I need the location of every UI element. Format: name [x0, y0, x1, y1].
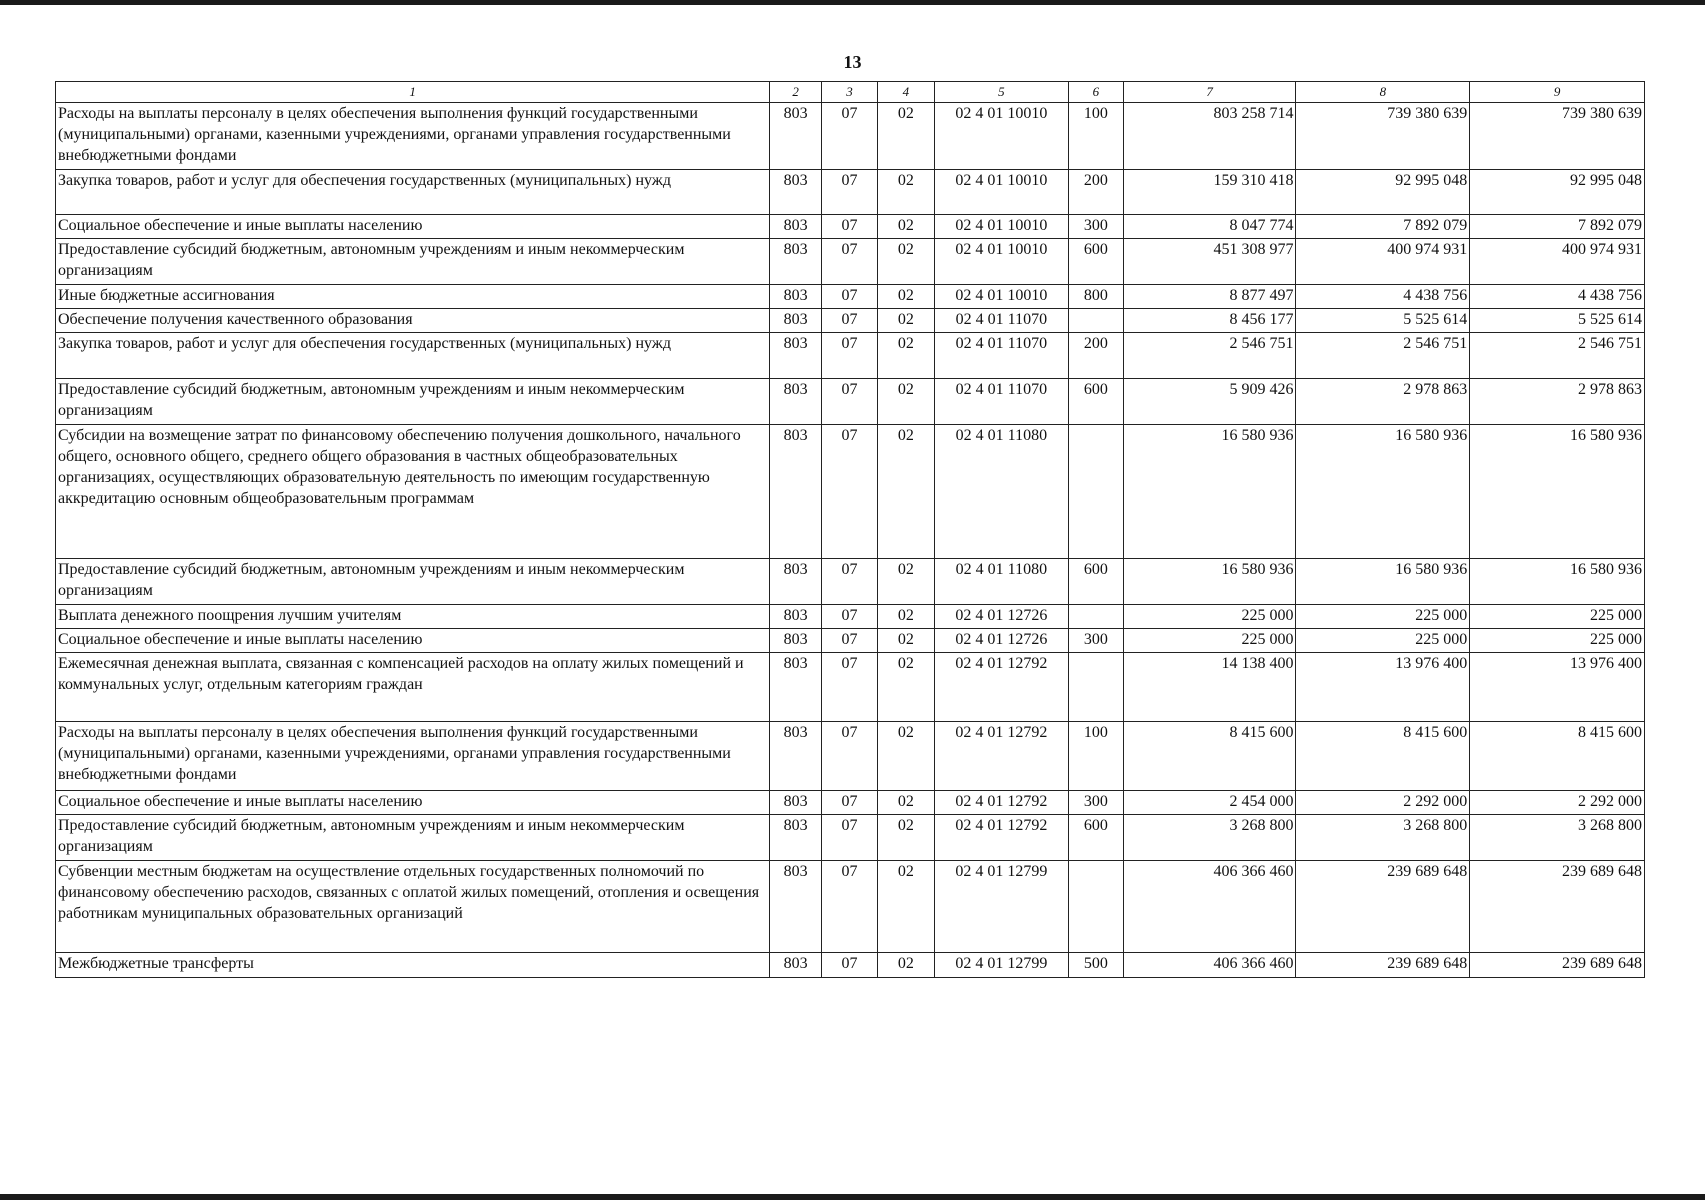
- row-amount-col7: 451 308 977: [1123, 239, 1296, 285]
- row-amount-col9: 400 974 931: [1470, 239, 1645, 285]
- row-amount-col7: 8 047 774: [1123, 215, 1296, 239]
- row-amount-col7: 5 909 426: [1123, 379, 1296, 425]
- row-subsection-code: 02: [877, 559, 934, 605]
- table-row: [56, 239, 1645, 285]
- row-expense-type: 800: [1068, 285, 1123, 309]
- row-ved-code: 803: [770, 425, 822, 559]
- row-section-code: 07: [822, 861, 878, 953]
- column-header: 7: [1123, 82, 1296, 103]
- row-name: Субвенции местным бюджетам на осуществление отдельных государственных полномочий по финансовому обеспечению расходов, связанных с оплатой жилых помещений, отопления и освещения работникам муниципальных образовательных организаций: [56, 861, 770, 953]
- row-target-article: 02 4 01 12792: [934, 722, 1068, 791]
- row-section-code: 07: [822, 605, 878, 629]
- table-row: [56, 722, 1645, 791]
- row-target-article: 02 4 01 12792: [934, 791, 1068, 815]
- row-amount-col9: 16 580 936: [1470, 559, 1645, 605]
- row-target-article: 02 4 01 12726: [934, 629, 1068, 653]
- row-amount-col8: 2 292 000: [1296, 791, 1470, 815]
- table-row: [56, 103, 1645, 170]
- column-header: 6: [1068, 82, 1123, 103]
- row-target-article: 02 4 01 10010: [934, 215, 1068, 239]
- row-expense-type: [1068, 605, 1123, 629]
- table-row: [56, 309, 1645, 333]
- row-ved-code: 803: [770, 333, 822, 379]
- row-ved-code: 803: [770, 285, 822, 309]
- row-subsection-code: 02: [877, 425, 934, 559]
- row-expense-type: [1068, 309, 1123, 333]
- row-ved-code: 803: [770, 953, 822, 978]
- row-section-code: 07: [822, 333, 878, 379]
- row-amount-col9: 225 000: [1470, 629, 1645, 653]
- row-amount-col9: 739 380 639: [1470, 103, 1645, 170]
- row-name: Иные бюджетные ассигнования: [56, 285, 770, 309]
- row-amount-col8: 739 380 639: [1296, 103, 1470, 170]
- row-expense-type: [1068, 425, 1123, 559]
- row-amount-col7: 2 454 000: [1123, 791, 1296, 815]
- column-header: 1: [56, 82, 770, 103]
- row-name: Ежемесячная денежная выплата, связанная с компенсацией расходов на оплату жилых помещений и коммунальных услуг, отдельным категориям граждан: [56, 653, 770, 722]
- row-target-article: 02 4 01 12799: [934, 861, 1068, 953]
- row-amount-col7: 14 138 400: [1123, 653, 1296, 722]
- row-subsection-code: 02: [877, 953, 934, 978]
- row-section-code: 07: [822, 653, 878, 722]
- row-amount-col9: 92 995 048: [1470, 170, 1645, 215]
- row-name: Социальное обеспечение и иные выплаты населению: [56, 629, 770, 653]
- row-target-article: 02 4 01 10010: [934, 285, 1068, 309]
- row-subsection-code: 02: [877, 629, 934, 653]
- row-expense-type: 300: [1068, 629, 1123, 653]
- row-expense-type: [1068, 861, 1123, 953]
- row-amount-col9: 2 978 863: [1470, 379, 1645, 425]
- row-target-article: 02 4 01 10010: [934, 170, 1068, 215]
- row-section-code: 07: [822, 629, 878, 653]
- row-target-article: 02 4 01 11070: [934, 333, 1068, 379]
- row-target-article: 02 4 01 11070: [934, 309, 1068, 333]
- row-amount-col9: 239 689 648: [1470, 861, 1645, 953]
- table-row: [56, 333, 1645, 379]
- row-expense-type: 200: [1068, 333, 1123, 379]
- row-name: Расходы на выплаты персоналу в целях обеспечения выполнения функций государственными (муниципальными) органами, казенными учреждениями, органами управления государственными внебюджетными фондами: [56, 722, 770, 791]
- row-target-article: 02 4 01 10010: [934, 103, 1068, 170]
- row-ved-code: 803: [770, 239, 822, 285]
- row-expense-type: 600: [1068, 559, 1123, 605]
- column-header: 8: [1296, 82, 1470, 103]
- row-expense-type: 300: [1068, 215, 1123, 239]
- row-amount-col9: 239 689 648: [1470, 953, 1645, 978]
- row-amount-col8: 5 525 614: [1296, 309, 1470, 333]
- row-section-code: 07: [822, 215, 878, 239]
- row-subsection-code: 02: [877, 333, 934, 379]
- row-name: Выплата денежного поощрения лучшим учителям: [56, 605, 770, 629]
- row-subsection-code: 02: [877, 103, 934, 170]
- row-amount-col9: 225 000: [1470, 605, 1645, 629]
- row-section-code: 07: [822, 815, 878, 861]
- row-subsection-code: 02: [877, 791, 934, 815]
- row-expense-type: 600: [1068, 815, 1123, 861]
- row-amount-col7: 8 415 600: [1123, 722, 1296, 791]
- column-header: 4: [877, 82, 934, 103]
- row-target-article: 02 4 01 10010: [934, 239, 1068, 285]
- row-target-article: 02 4 01 11080: [934, 559, 1068, 605]
- row-subsection-code: 02: [877, 170, 934, 215]
- row-subsection-code: 02: [877, 722, 934, 791]
- page-number: 13: [843, 52, 862, 72]
- row-ved-code: 803: [770, 791, 822, 815]
- row-expense-type: 300: [1068, 791, 1123, 815]
- row-subsection-code: 02: [877, 215, 934, 239]
- row-amount-col7: 16 580 936: [1123, 425, 1296, 559]
- row-target-article: 02 4 01 12799: [934, 953, 1068, 978]
- table-row: [56, 791, 1645, 815]
- table-row: [56, 605, 1645, 629]
- column-header: 9: [1470, 82, 1645, 103]
- row-section-code: 07: [822, 285, 878, 309]
- row-subsection-code: 02: [877, 653, 934, 722]
- row-ved-code: 803: [770, 559, 822, 605]
- row-section-code: 07: [822, 791, 878, 815]
- row-ved-code: 803: [770, 629, 822, 653]
- row-amount-col8: 8 415 600: [1296, 722, 1470, 791]
- row-section-code: 07: [822, 559, 878, 605]
- table-row: [56, 861, 1645, 953]
- row-amount-col8: 400 974 931: [1296, 239, 1470, 285]
- row-amount-col7: 159 310 418: [1123, 170, 1296, 215]
- row-section-code: 07: [822, 722, 878, 791]
- row-amount-col8: 2 978 863: [1296, 379, 1470, 425]
- row-amount-col7: 406 366 460: [1123, 861, 1296, 953]
- row-amount-col9: 7 892 079: [1470, 215, 1645, 239]
- row-expense-type: 100: [1068, 103, 1123, 170]
- row-name: Предоставление субсидий бюджетным, автономным учреждениям и иным некоммерческим организациям: [56, 239, 770, 285]
- table-row: [56, 215, 1645, 239]
- column-number-row: [56, 82, 1645, 103]
- row-amount-col8: 2 546 751: [1296, 333, 1470, 379]
- row-subsection-code: 02: [877, 285, 934, 309]
- row-subsection-code: 02: [877, 861, 934, 953]
- row-amount-col8: 3 268 800: [1296, 815, 1470, 861]
- row-amount-col7: 8 877 497: [1123, 285, 1296, 309]
- column-header: 5: [934, 82, 1068, 103]
- column-header: 2: [770, 82, 822, 103]
- row-amount-col7: 406 366 460: [1123, 953, 1296, 978]
- row-name: Предоставление субсидий бюджетным, автономным учреждениям и иным некоммерческим организациям: [56, 379, 770, 425]
- row-ved-code: 803: [770, 215, 822, 239]
- row-section-code: 07: [822, 103, 878, 170]
- row-ved-code: 803: [770, 722, 822, 791]
- row-amount-col9: 2 546 751: [1470, 333, 1645, 379]
- row-amount-col8: 16 580 936: [1296, 559, 1470, 605]
- row-ved-code: 803: [770, 653, 822, 722]
- row-name: Социальное обеспечение и иные выплаты населению: [56, 215, 770, 239]
- row-amount-col7: 3 268 800: [1123, 815, 1296, 861]
- table-row: [56, 559, 1645, 605]
- row-section-code: 07: [822, 309, 878, 333]
- table-row: [56, 953, 1645, 978]
- table-row: [56, 285, 1645, 309]
- row-ved-code: 803: [770, 815, 822, 861]
- row-amount-col7: 2 546 751: [1123, 333, 1296, 379]
- row-target-article: 02 4 01 11070: [934, 379, 1068, 425]
- budget-table: [55, 81, 1645, 978]
- row-subsection-code: 02: [877, 815, 934, 861]
- row-name: Субсидии на возмещение затрат по финансовому обеспечению получения дошкольного, начального общего, основного общего, среднего общего образования в частных общеобразовательных организациях, осуществляющих образовательную деятельность по имеющим государственную аккредитацию основным общеобразовательным программам: [56, 425, 770, 559]
- row-amount-col8: 92 995 048: [1296, 170, 1470, 215]
- row-section-code: 07: [822, 425, 878, 559]
- table-row: [56, 379, 1645, 425]
- scan-border-bottom: [0, 1194, 1705, 1200]
- row-name: Предоставление субсидий бюджетным, автономным учреждениям и иным некоммерческим организациям: [56, 559, 770, 605]
- row-section-code: 07: [822, 170, 878, 215]
- row-expense-type: 200: [1068, 170, 1123, 215]
- row-expense-type: 500: [1068, 953, 1123, 978]
- table-row: [56, 629, 1645, 653]
- row-amount-col8: 7 892 079: [1296, 215, 1470, 239]
- row-amount-col9: 2 292 000: [1470, 791, 1645, 815]
- table-row: [56, 425, 1645, 559]
- row-amount-col7: 16 580 936: [1123, 559, 1296, 605]
- row-amount-col9: 16 580 936: [1470, 425, 1645, 559]
- row-ved-code: 803: [770, 309, 822, 333]
- row-ved-code: 803: [770, 170, 822, 215]
- row-target-article: 02 4 01 12726: [934, 605, 1068, 629]
- row-expense-type: 100: [1068, 722, 1123, 791]
- row-amount-col8: 239 689 648: [1296, 953, 1470, 978]
- row-amount-col8: 4 438 756: [1296, 285, 1470, 309]
- row-ved-code: 803: [770, 103, 822, 170]
- row-ved-code: 803: [770, 605, 822, 629]
- row-amount-col7: 225 000: [1123, 629, 1296, 653]
- row-expense-type: 600: [1068, 239, 1123, 285]
- row-section-code: 07: [822, 953, 878, 978]
- row-amount-col9: 3 268 800: [1470, 815, 1645, 861]
- row-subsection-code: 02: [877, 239, 934, 285]
- row-amount-col8: 225 000: [1296, 605, 1470, 629]
- scan-border-top: [0, 0, 1705, 5]
- row-amount-col7: 225 000: [1123, 605, 1296, 629]
- row-amount-col8: 239 689 648: [1296, 861, 1470, 953]
- row-name: Закупка товаров, работ и услуг для обеспечения государственных (муниципальных) нужд: [56, 170, 770, 215]
- row-target-article: 02 4 01 12792: [934, 815, 1068, 861]
- row-name: Социальное обеспечение и иные выплаты населению: [56, 791, 770, 815]
- row-amount-col8: 225 000: [1296, 629, 1470, 653]
- table-body: [56, 103, 1645, 978]
- row-expense-type: [1068, 653, 1123, 722]
- row-amount-col9: 5 525 614: [1470, 309, 1645, 333]
- row-amount-col7: 803 258 714: [1123, 103, 1296, 170]
- row-section-code: 07: [822, 379, 878, 425]
- table-row: [56, 815, 1645, 861]
- table-row: [56, 170, 1645, 215]
- row-name: Обеспечение получения качественного образования: [56, 309, 770, 333]
- row-amount-col9: 4 438 756: [1470, 285, 1645, 309]
- row-name: Закупка товаров, работ и услуг для обеспечения государственных (муниципальных) нужд: [56, 333, 770, 379]
- row-ved-code: 803: [770, 379, 822, 425]
- row-name: Межбюджетные трансферты: [56, 953, 770, 978]
- table-row: [56, 653, 1645, 722]
- row-target-article: 02 4 01 12792: [934, 653, 1068, 722]
- row-subsection-code: 02: [877, 309, 934, 333]
- row-amount-col8: 16 580 936: [1296, 425, 1470, 559]
- column-header: 3: [822, 82, 878, 103]
- row-amount-col9: 13 976 400: [1470, 653, 1645, 722]
- row-target-article: 02 4 01 11080: [934, 425, 1068, 559]
- row-amount-col8: 13 976 400: [1296, 653, 1470, 722]
- row-name: Расходы на выплаты персоналу в целях обеспечения выполнения функций государственными (муниципальными) органами, казенными учреждениями, органами управления государственными внебюджетными фондами: [56, 103, 770, 170]
- row-expense-type: 600: [1068, 379, 1123, 425]
- row-subsection-code: 02: [877, 379, 934, 425]
- row-ved-code: 803: [770, 861, 822, 953]
- row-amount-col7: 8 456 177: [1123, 309, 1296, 333]
- row-amount-col9: 8 415 600: [1470, 722, 1645, 791]
- row-name: Предоставление субсидий бюджетным, автономным учреждениям и иным некоммерческим организациям: [56, 815, 770, 861]
- row-subsection-code: 02: [877, 605, 934, 629]
- row-section-code: 07: [822, 239, 878, 285]
